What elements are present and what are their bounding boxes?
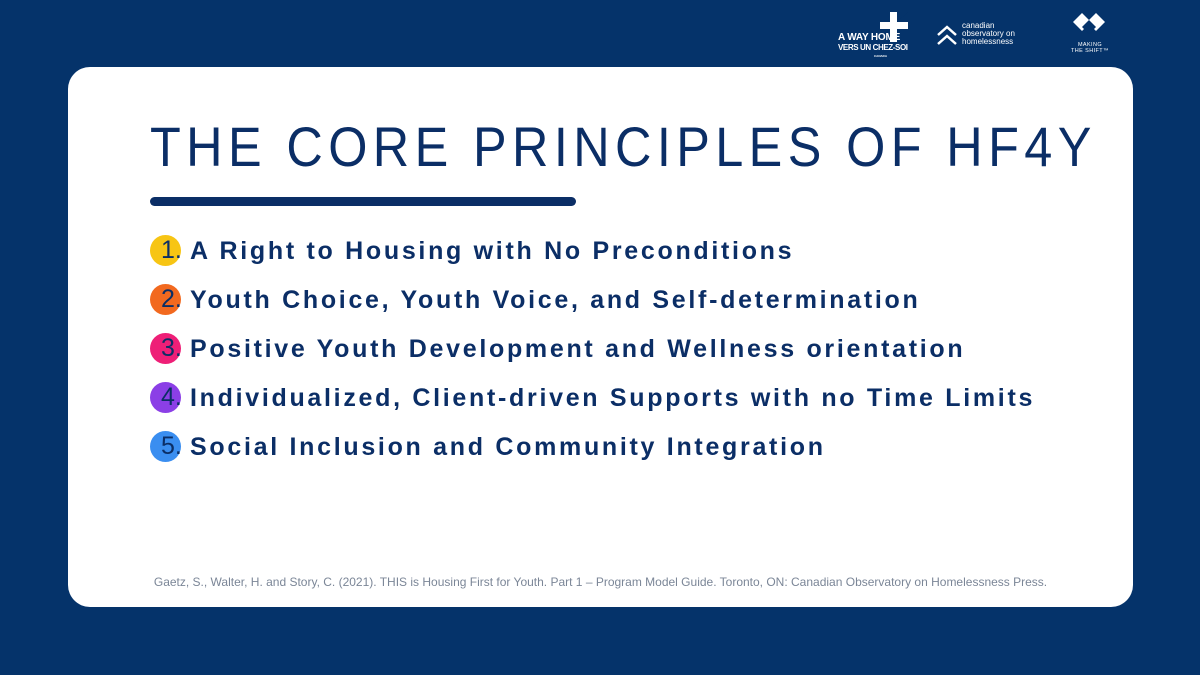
making-the-shift-logo bbox=[1064, 12, 1114, 60]
mts-line-1: MAKING bbox=[1077, 42, 1103, 48]
principle-item-5 bbox=[150, 423, 1110, 472]
coh-line-3: homelessness bbox=[962, 37, 1014, 46]
content-card bbox=[68, 67, 1133, 607]
number-circle bbox=[150, 333, 181, 364]
coh-line-1: canadian bbox=[962, 21, 995, 30]
principle-text: Social Inclusion and Community Integration bbox=[190, 433, 826, 461]
page-title: THE CORE PRINCIPLES OF HF4Y bbox=[150, 115, 1097, 178]
diamond-icon bbox=[1072, 12, 1106, 40]
principle-item-1 bbox=[150, 227, 1110, 276]
citation: Gaetz, S., Walter, H. and Story, C. (2021). THIS is Housing First for Youth. Part 1 – Program Model Guide. Toronto, ON: Canadian Observatory on Homelessness Press. bbox=[153, 575, 1048, 589]
number-circle bbox=[150, 431, 181, 462]
mts-line-2: THE SHIFT™ bbox=[1071, 48, 1109, 54]
principle-number: 3. bbox=[161, 334, 182, 362]
principles-list bbox=[150, 227, 1110, 472]
title-underline bbox=[150, 197, 576, 206]
principle-number: 4. bbox=[161, 383, 182, 411]
number-circle bbox=[150, 382, 181, 413]
coh-line-2: observatory on bbox=[962, 29, 1015, 38]
principle-text: A Right to Housing with No Preconditions bbox=[190, 237, 795, 265]
vers-un-chez-soi-text: VERS UN CHEZ-SOI bbox=[838, 43, 908, 52]
a-way-home-logo bbox=[838, 12, 910, 62]
principle-text: Youth Choice, Youth Voice, and Self-determination bbox=[190, 286, 921, 314]
coh-logo bbox=[936, 22, 1026, 50]
principle-text: Positive Youth Development and Wellness orientation bbox=[190, 335, 966, 363]
principle-number: 2. bbox=[161, 285, 182, 313]
number-circle bbox=[150, 284, 181, 315]
principle-number: 5. bbox=[161, 432, 182, 460]
coh-text bbox=[962, 22, 1042, 46]
principle-item-2 bbox=[150, 276, 1110, 325]
canada-text: CANADA bbox=[874, 54, 887, 58]
a-way-home-text: A WAY HOME bbox=[838, 32, 901, 43]
number-circle bbox=[150, 235, 181, 266]
principle-number: 1. bbox=[161, 236, 182, 264]
double-chevron-up-icon bbox=[936, 24, 958, 46]
principle-text: Individualized, Client-driven Supports with no Time Limits bbox=[190, 384, 1036, 412]
principle-item-3 bbox=[150, 325, 1110, 374]
principle-item-4 bbox=[150, 374, 1110, 423]
making-the-shift-text bbox=[1070, 42, 1110, 54]
